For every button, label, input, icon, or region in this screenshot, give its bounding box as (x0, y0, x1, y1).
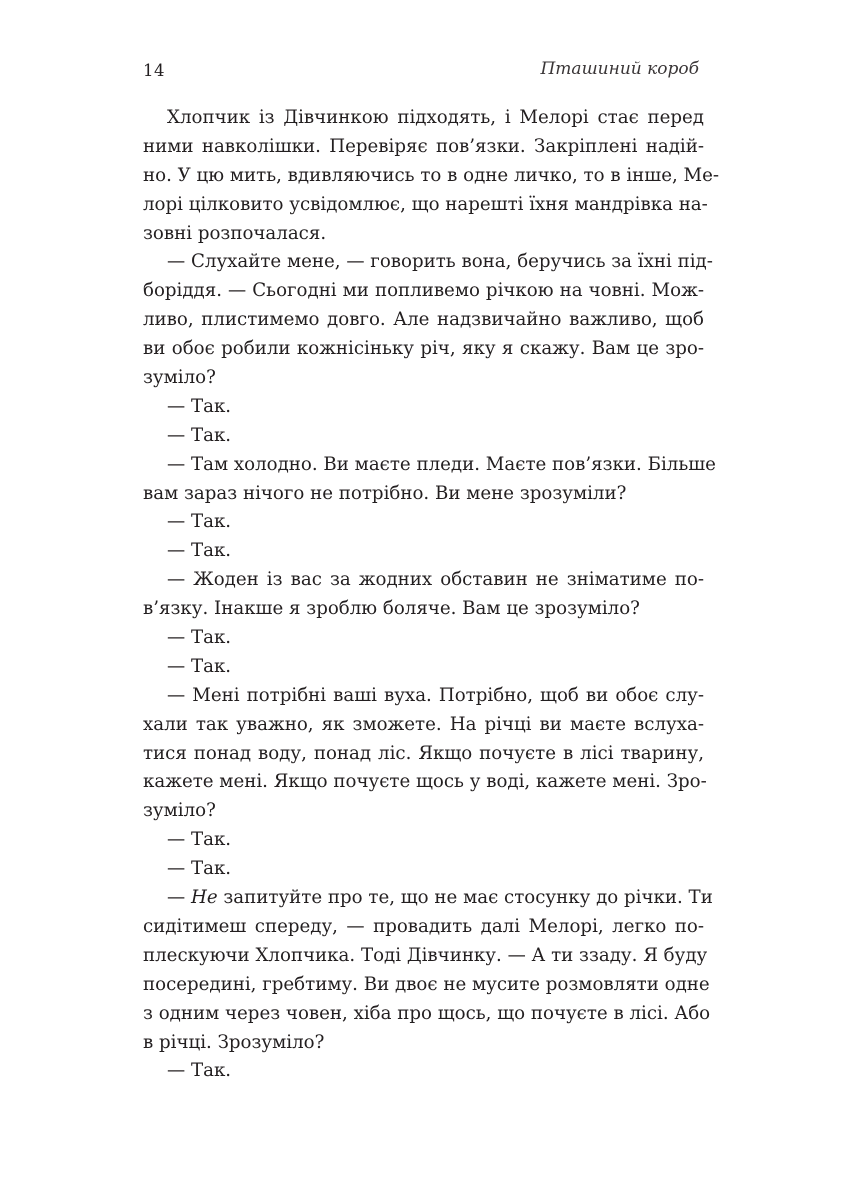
text-line: — Мені потрібні ваші вуха. Потрібно, щоб ви обоє слу- (167, 684, 704, 706)
body-text (143, 104, 720, 1086)
text-line: лорі цілковито усвідомлює, що нарешті їхня мандрівка на- (143, 193, 708, 215)
text-line: — Там холодно. Ви маєте пледи. Маєте пов’язки. Більше (167, 453, 716, 475)
text-line: зовні розпочалася. (143, 222, 327, 244)
text-line: зуміло? (143, 800, 216, 822)
text-line: зуміло? (143, 367, 216, 389)
text-line: ними навколішки. Перевіряє пов’язки. Закріплені надій- (143, 135, 704, 157)
emphasis: Не (190, 887, 218, 909)
text-line: — Так. (167, 829, 232, 851)
text-line: — Жоден із вас за жодних обставин не зніматиме по- (167, 569, 704, 591)
text-line: — Так. (167, 1060, 232, 1082)
text-line: — Так. (167, 540, 232, 562)
text-line: Хлопчик із Дівчинкою підходять, і Мелорі стає перед (167, 107, 704, 128)
text-line: ви обоє робили кожнісіньку річ, яку я скажу. Вам це зро- (143, 338, 704, 360)
text-line: кажете мені. Якщо почуєте щось у воді, кажете мені. Зро- (143, 771, 707, 793)
text-line: вам зараз нічого не потрібно. Ви мене зрозуміли? (143, 482, 627, 504)
text-line: тися понад воду, понад ліс. Якщо почуєте в лісі тварину, (143, 742, 704, 764)
text-line: хали так уважно, як зможете. На річці ви маєте вслуха- (143, 713, 704, 735)
running-title: Пташиний короб (540, 59, 699, 79)
page-number: 14 (143, 61, 165, 80)
text-line: в’язку. Інакше я зроблю боляче. Вам це зрозуміло? (143, 598, 640, 620)
text-line: — Так. (167, 655, 232, 677)
text-line: ливо, плистимемо довго. Але надзвичайно важливо, щоб (143, 309, 704, 331)
text-line: — Так. (167, 395, 232, 417)
text-line: боріддя. — Сьогодні ми попливемо річкою на човні. Мож- (143, 280, 704, 302)
text-line: плескуючи Хлопчика. Тоді Дівчинку. — А ти ззаду. Я буду (143, 944, 708, 966)
text-line: — Не запитуйте про те, що не має стосунку до річки. Ти (167, 887, 713, 909)
text-line: но. У цю мить, вдивляючись то в одне личко, то в інше, Ме- (143, 164, 720, 186)
text-line: — Так. (167, 627, 232, 649)
text-line: — Так. (167, 858, 232, 880)
text-line: сидітимеш спереду, — провадить далі Мелорі, легко по- (143, 915, 704, 937)
text-line: посередині, гребтиму. Ви двоє не мусите розмовляти одне (143, 973, 710, 995)
text-line: з одним через човен, хіба про щось, що почуєте в лісі. Або (143, 1002, 711, 1024)
text-line: — Слухайте мене, — говорить вона, беручись за їхні під- (167, 251, 713, 273)
text-line: в річці. Зрозуміло? (143, 1031, 325, 1053)
text-line: — Так. (167, 424, 232, 446)
text-line: — Так. (167, 511, 232, 533)
